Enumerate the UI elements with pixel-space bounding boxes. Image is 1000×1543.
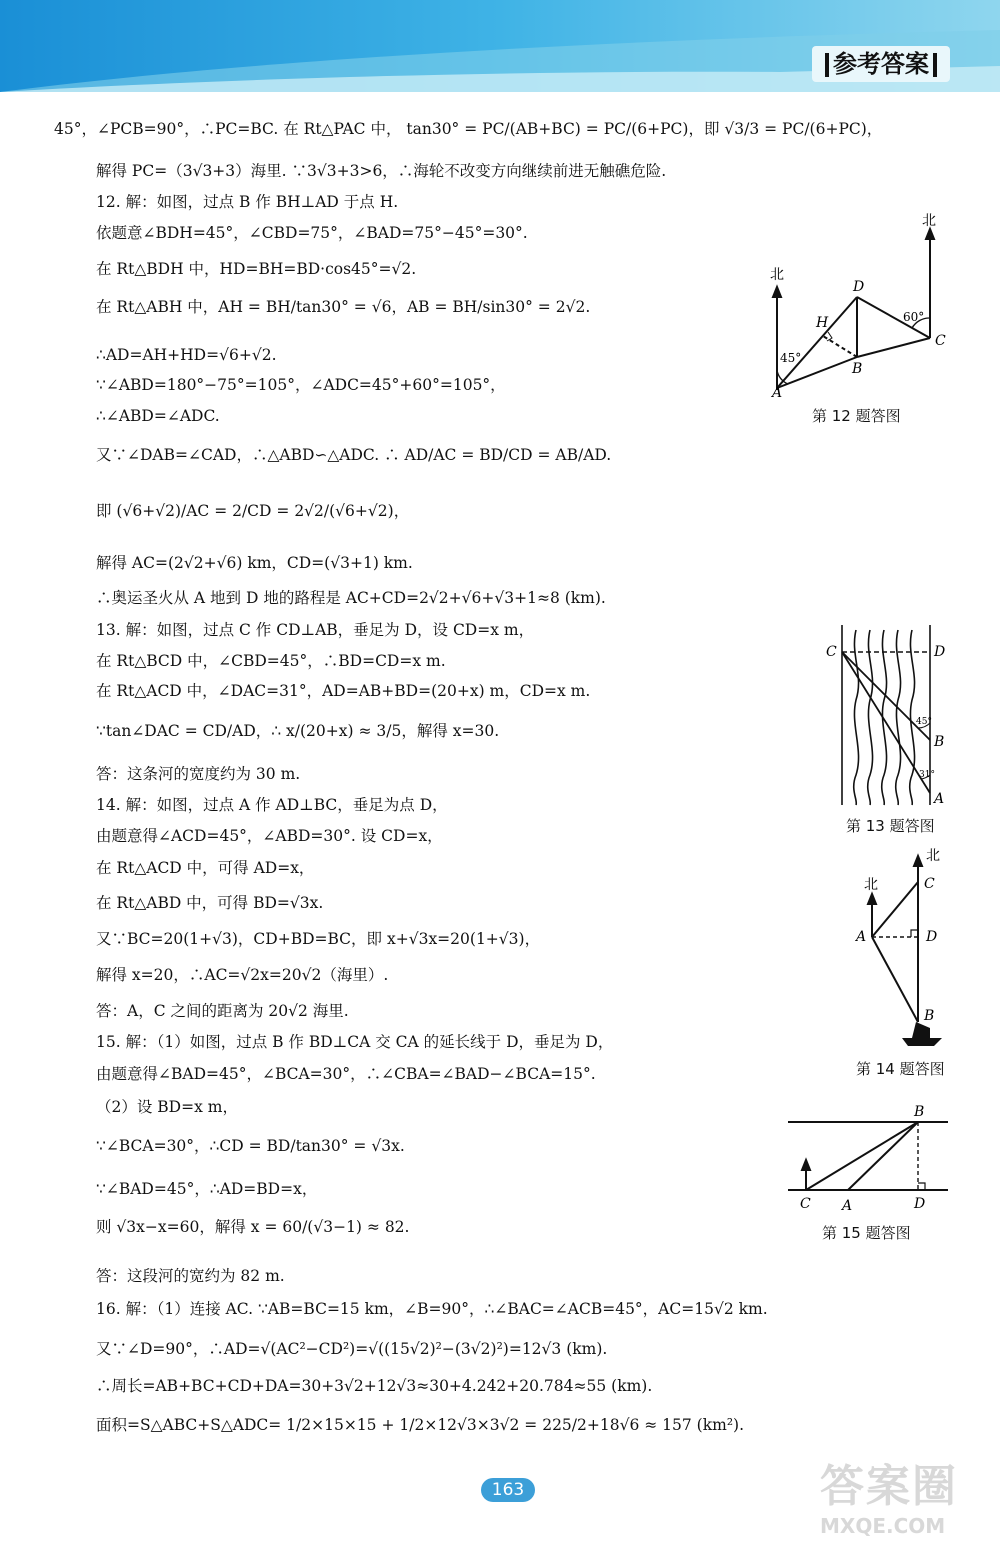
text-line: 又∵∠DAB=∠CAD，∴△ABD∽△ADC. ∴ AD/AC = BD/CD = AB/AD. [96,446,612,464]
figure-13-caption: 第 13 题答图 [846,817,935,835]
fig12-label-D: D [853,279,865,295]
text-line: 16. 解：（1）连接 AC. ∵AB=BC=15 km，∠B=90°，∴∠BAC=∠ACB=45°，AC=15√2 km. [96,1300,768,1318]
text-line: 答：这条河的宽度约为 30 m. [96,765,301,783]
watermark [820,1450,990,1540]
text-line: 依题意∠BDH=45°，∠CBD=75°，∠BAD=75°−45°=30°. [96,224,528,242]
fig15-label-C: C [800,1196,811,1212]
text-line: ∵∠ABD=180°−75°=105°，∠ADC=45°+60°=105°， [96,376,506,394]
text-line: 答：这段河的宽约为 82 m. [96,1267,285,1285]
figure-14-diagram [850,842,960,1052]
text-line: ∴∠ABD=∠ADC. [96,407,220,425]
fig14-north-label-2: 北 [926,848,940,864]
text-line: 在 Rt△BCD 中，∠CBD=45°，∴BD=CD=x m. [96,652,446,670]
text-line: ∴周长=AB+BC+CD+DA=30+3√2+12√3≈30+4.242+20.784≈55 (km). [96,1377,653,1395]
text-line: （2）设 BD=x m， [96,1098,238,1116]
fig13-label-A: A [934,791,945,807]
fig12-angle-45: 45° [780,351,802,365]
fig15-label-A: A [842,1198,853,1214]
text-line: 12. 解：如图，过点 B 作 BH⊥AD 于点 H. [96,193,399,211]
fig14-label-A: A [856,929,867,945]
figure-12-diagram [760,205,960,405]
figure-12-caption: 第 12 题答图 [812,407,901,425]
watermark-logo-text: 答案圈 [820,1461,958,1512]
text-line: ∴奥运圣火从 A 地到 D 地的路程是 AC+CD=2√2+√6+√3+1≈8 (km). [96,589,606,607]
text-line: ∵∠BCA=30°，∴CD = BD/tan30° = √3x. [96,1137,405,1155]
text-line: 则 √3x−x=60，解得 x = 60/(√3−1) ≈ 82. [96,1218,410,1236]
fig12-north-label-1: 北 [770,267,784,283]
watermark-url: MXQE.COM [820,1514,946,1538]
fig12-north-label-2: 北 [922,213,936,229]
text-line: ∵∠BAD=45°，∴AD=BD=x， [96,1180,318,1198]
fig15-label-D: D [914,1196,926,1212]
fig12-label-B: B [852,361,863,377]
text-line: 面积=S△ABC+S△ADC= 1/2×15×15 + 1/2×12√3×3√2 = 225/2+18√6 ≈ 157 (km²). [96,1416,745,1434]
text-line: 在 Rt△ABH 中，AH = BH/tan30° = √6，AB = BH/sin30° = 2√2. [96,298,591,316]
fig13-label-B: B [934,734,945,750]
text-line: 解得 AC=(2√2+√6) km，CD=(√3+1) km. [96,554,413,572]
text-line: 在 Rt△ACD 中，∠DAC=31°，AD=AB+BD=(20+x) m，CD=x m. [96,682,591,700]
figure-15-diagram [786,1100,956,1215]
fig15-label-B: B [914,1104,925,1120]
text-line: ∴AD=AH+HD=√6+√2. [96,346,277,364]
text-line: 15. 解：（1）如图，过点 B 作 BD⊥CA 交 CA 的延长线于 D，垂足为 D， [96,1033,614,1051]
text-line: 解得 PC=（3√3+3）海里. ∵3√3+3>6，∴海轮不改变方向继续前进无触礁危险. [96,162,667,180]
tag-bar-right-icon [933,53,937,77]
text-line: 又∵∠D=90°，∴AD=√(AC²−CD²)=√((15√2)²−(3√2)²)=12√3 (km). [96,1340,608,1358]
text-line: 在 Rt△BDH 中，HD=BH=BD·cos45°=√2. [96,260,417,278]
fig12-label-H: H [816,315,829,331]
fig12-angle-60: 60° [903,310,925,324]
figure-15-caption: 第 15 题答图 [822,1224,911,1242]
fig14-label-C: C [924,876,935,892]
text-line: 由题意得∠BAD=45°，∠BCA=30°，∴∠CBA=∠BAD−∠BCA=15°. [96,1065,596,1083]
text-line: 答：A，C 之间的距离为 20√2 海里. [96,1002,349,1020]
text-line: 在 Rt△ACD 中，可得 AD=x， [96,859,315,877]
fig14-north-label-1: 北 [864,877,878,893]
fig13-angle-45: 45° [916,717,932,727]
figure-14-caption: 第 14 题答图 [856,1060,945,1078]
fig12-label-A: A [772,385,783,401]
text-line: 即 (√6+√2)/AC = 2/CD = 2√2/(√6+√2)， [96,502,410,520]
fig13-label-D: D [934,644,946,660]
page-number: 163 [481,1478,535,1502]
figure-13-diagram [822,625,952,810]
text-line: 14. 解：如图，过点 A 作 AD⊥BC，垂足为点 D， [96,796,448,814]
fig13-angle-31: 31° [919,770,935,780]
text-line: 在 Rt△ABD 中，可得 BD=√3x. [96,894,324,912]
fig12-label-C: C [935,333,946,349]
text-line: 解得 x=20，∴AC=√2x=20√2（海里）. [96,966,389,984]
text-line: ∵tan∠DAC = CD/AD，∴ x/(20+x) ≈ 3/5，解得 x=30. [96,722,500,740]
text-line: 由题意得∠ACD=45°，∠ABD=30°. 设 CD=x， [96,827,443,845]
section-tag [812,46,950,82]
text-line: 13. 解：如图，过点 C 作 CD⊥AB，垂足为 D，设 CD=x m， [96,621,535,639]
fig13-label-C: C [826,644,837,660]
section-tag-label: 参考答案 [833,50,929,78]
tag-bar-left-icon [825,53,829,77]
text-line: 又∵BC=20(1+√3)，CD+BD=BC，即 x+√3x=20(1+√3)， [96,930,541,948]
fig14-label-B: B [924,1008,935,1024]
fig14-label-D: D [926,929,938,945]
text-line: 45°，∠PCB=90°，∴PC=BC. 在 Rt△PAC 中， tan30° = PC/(AB+BC) = PC/(6+PC)，即 √3/3 = PC/(6+PC)， [54,120,883,138]
